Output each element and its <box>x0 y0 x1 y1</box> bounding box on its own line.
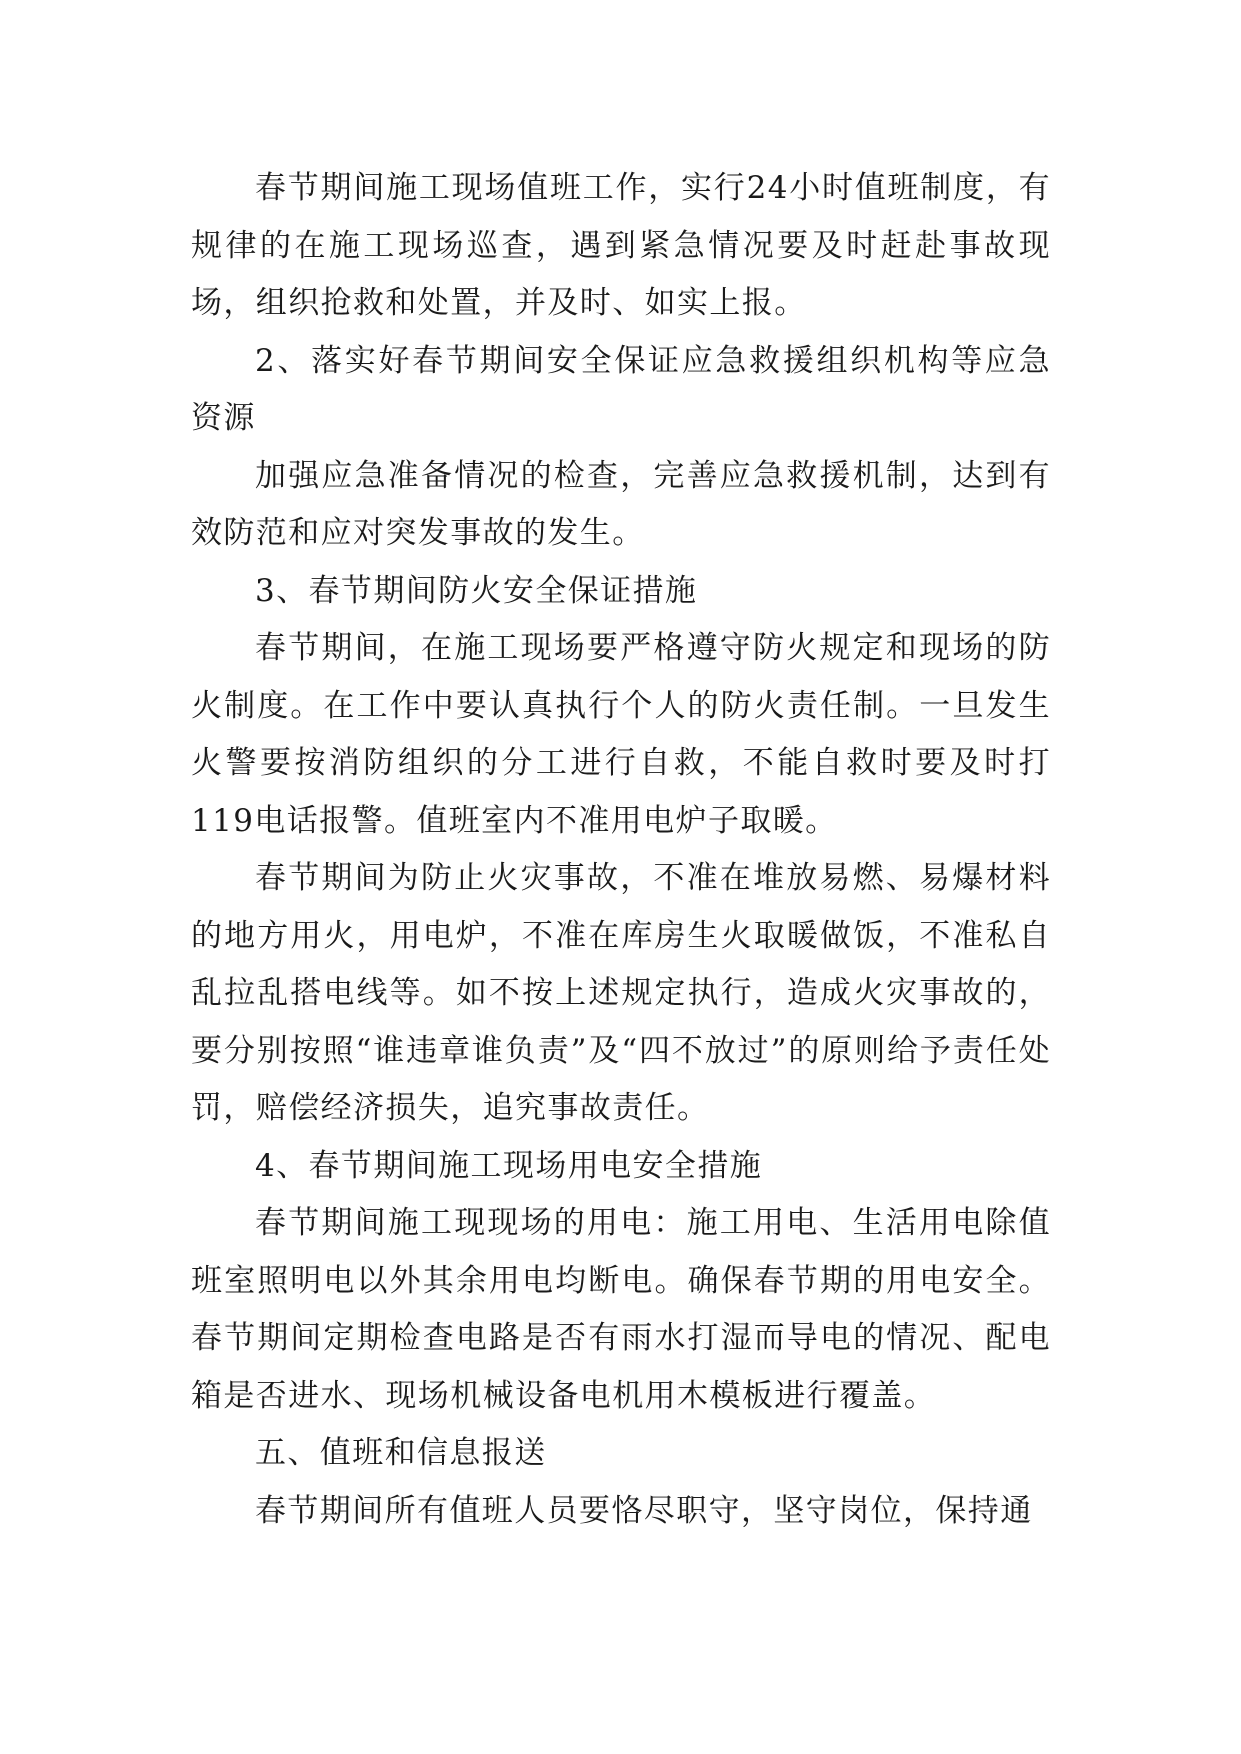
heading-duty-reporting: 五、值班和信息报送 <box>255 1435 547 1471</box>
paragraph-fire-rules: 春节期间，在施工现场要严格遵守防火规定和现场的防火制度。在工作中要认真执行个人的防火责任制。一旦发生火警要按消防组织的分工进行自救，不能自救时要及时打119电话报警。值班室内不准用电炉子取暖。 <box>191 630 1051 839</box>
heading-electrical-safety: 4、春节期间施工现场用电安全措施 <box>255 1147 763 1184</box>
paragraph-duty-staff: 春节期间所有值班人员要恪尽职守，坚守岗位，保持通 <box>255 1492 1033 1529</box>
heading-fire-safety: 3、春节期间防火安全保证措施 <box>255 572 698 609</box>
document-body <box>191 160 1051 1540</box>
paragraph-emergency-check: 加强应急准备情况的检查，完善应急救援机制，达到有效防范和应对突发事故的发生。 <box>191 457 1051 551</box>
heading-emergency-resources: 2、落实好春节期间安全保证应急救援组织机构等应急资源 <box>191 342 1051 436</box>
paragraph-duty-system: 春节期间施工现场值班工作，实行24小时值班制度，有规律的在施工现场巡查，遇到紧急情况要及时赶赴事故现场，组织抢救和处置，并及时、如实上报。 <box>191 170 1051 321</box>
paragraph-electrical-rules: 春节期间施工现现场的用电：施工用电、生活用电除值班室照明电以外其余用电均断电。确保春节期的用电安全。春节期间定期检查电路是否有雨水打湿而导电的情况、配电箱是否进水、现场机械设备电机用木模板进行覆盖。 <box>191 1205 1051 1414</box>
paragraph-fire-prevention: 春节期间为防止火灾事故，不准在堆放易燃、易爆材料的地方用火，用电炉，不准在库房生火取暖做饭，不准私自乱拉乱搭电线等。如不按上述规定执行，造成火灾事故的，要分别按照“谁违章谁负责”及“四不放过”的原则给予责任处罚，赔偿经济损失，追究事故责任。 <box>191 860 1051 1126</box>
